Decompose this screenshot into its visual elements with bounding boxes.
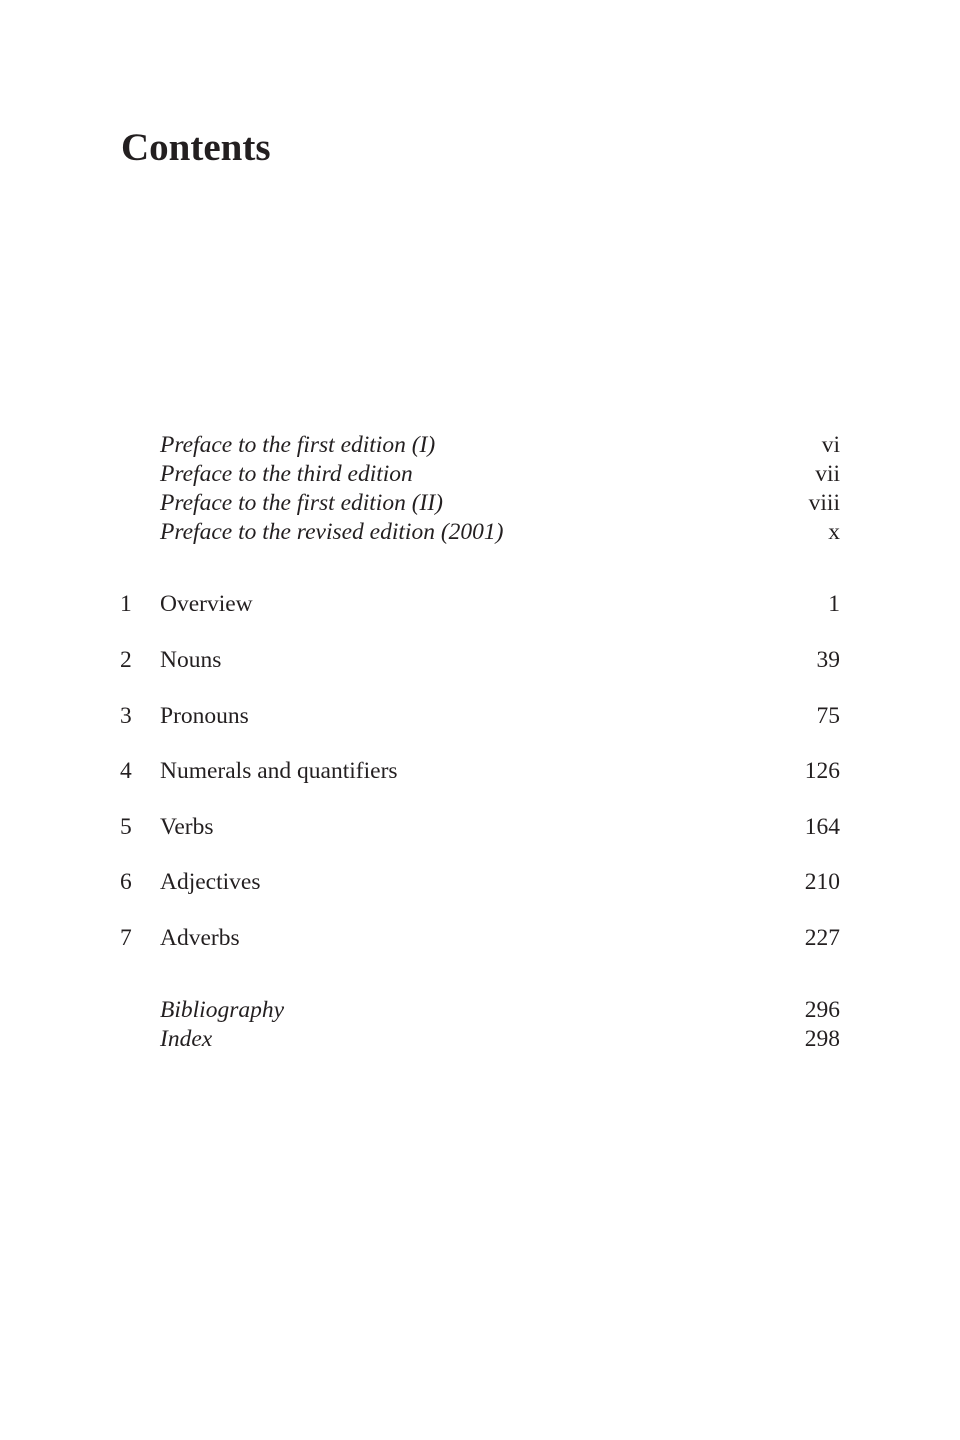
toc-entry-bibliography[interactable] [0,995,960,1025]
toc-entry-label: Adverbs [160,925,240,951]
toc-entry-preface[interactable] [0,459,960,489]
chapter-number: 2 [120,647,132,673]
toc-entry-chapter[interactable] [0,923,960,953]
chapter-number: 3 [120,703,132,729]
toc-entry-label: Numerals and quantifiers [160,758,398,784]
chapter-number: 7 [120,925,132,951]
toc-entry-label: Bibliography [160,997,285,1023]
toc-entry-label: Preface to the first edition (I) [160,432,436,458]
toc-entry-label: Pronouns [160,703,249,729]
toc-entry-label: Preface to the third edition [160,461,413,487]
toc-entry-chapter[interactable] [0,701,960,731]
toc-entry-page: x [828,519,840,545]
toc-entry-label: Verbs [160,814,214,840]
chapter-number: 5 [120,814,132,840]
toc-entry-page: 126 [804,758,840,784]
toc-entry-preface[interactable] [0,430,960,460]
toc-entry-preface[interactable] [0,517,960,547]
toc-entry-page: 227 [804,925,840,951]
toc-entry-page: 1 [828,591,840,617]
toc-entry-page: viii [808,490,840,516]
chapter-number: 6 [120,869,132,895]
toc-entry-page: 296 [804,997,840,1023]
chapter-number: 4 [120,758,132,784]
toc-entry-chapter[interactable] [0,645,960,675]
toc-entry-label: Preface to the first edition (II) [160,490,444,516]
toc-entry-label: Index [160,1026,213,1052]
toc-entry-page: 210 [804,869,840,895]
toc-entry-label: Overview [160,591,253,617]
toc-entry-label: Nouns [160,647,222,673]
toc-entry-page: vii [815,461,840,487]
toc-entry-preface[interactable] [0,488,960,518]
chapter-number: 1 [120,591,132,617]
toc-entry-chapter[interactable] [0,812,960,842]
page-title: Contents [121,126,271,169]
toc-entry-index[interactable] [0,1024,960,1054]
toc-entry-page: vi [821,432,840,458]
toc-entry-chapter[interactable] [0,756,960,786]
toc-entry-chapter[interactable] [0,589,960,619]
toc-entry-label: Adjectives [160,869,261,895]
toc-entry-page: 75 [816,703,840,729]
toc-entry-page: 164 [804,814,840,840]
toc-entry-chapter[interactable] [0,867,960,897]
toc-entry-page: 298 [804,1026,840,1052]
toc-entry-label: Preface to the revised edition (2001) [160,519,504,545]
toc-entry-page: 39 [816,647,840,673]
